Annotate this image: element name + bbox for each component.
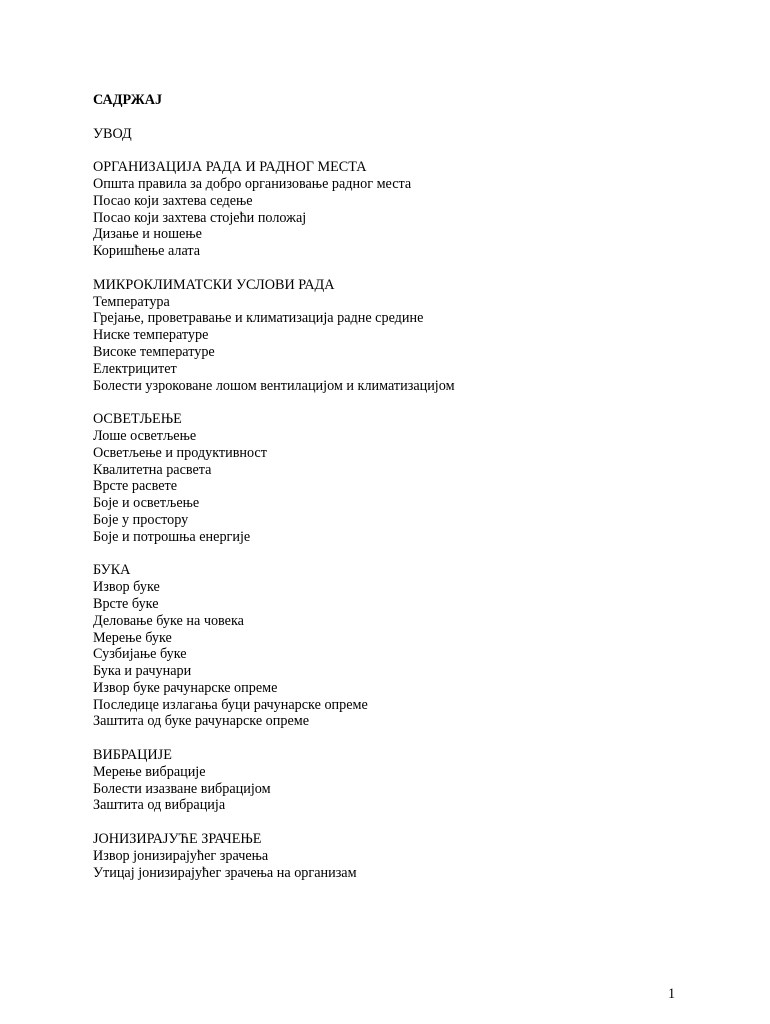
toc-item: Општа правила за добро организовање радног места [93, 175, 412, 192]
toc-section-heading: ОСВЕТЉЕЊЕ [93, 411, 182, 428]
toc-section-items [93, 428, 713, 546]
toc-section [93, 159, 713, 260]
toc-intro-entry: УВОД [93, 125, 132, 142]
toc-item: Квалитетна расвета [93, 461, 212, 478]
toc-sections [93, 159, 713, 881]
toc-item: Бука и рачунари [93, 663, 192, 680]
toc-item: Грејање, проветравање и климатизација радне средине [93, 310, 424, 327]
toc-item: Врсте буке [93, 595, 159, 612]
toc-item: Болести изазване вибрацијом [93, 780, 271, 797]
toc-section-items [93, 764, 713, 814]
toc-section-items [93, 176, 713, 260]
toc-item: Болести узроковане лошом вентилацијом и климатизацијом [93, 377, 455, 394]
toc-item: Извор буке [93, 579, 160, 596]
toc-item: Боје и потрошња енергије [93, 528, 251, 545]
toc-item: Посао који захтева седење [93, 192, 253, 209]
toc-item: Боје у простору [93, 511, 189, 528]
toc-item: Електрицитет [93, 360, 177, 377]
toc-section [93, 562, 713, 730]
toc-item: Коришћење алата [93, 243, 201, 260]
toc-section-heading: ВИБРАЦИЈЕ [93, 747, 172, 764]
toc-section-items [93, 579, 713, 730]
toc-section [93, 747, 713, 814]
toc-item: Ниске температуре [93, 327, 209, 344]
toc-item: Заштита од буке рачунарске опреме [93, 713, 310, 730]
toc-item: Боје и осветљење [93, 495, 200, 512]
toc-item: Утицај јонизирајућег зрачења на организам [93, 864, 357, 881]
page-number: 1 [668, 986, 676, 1002]
toc-section-items [93, 848, 713, 882]
toc-item: Деловање буке на човека [93, 612, 244, 629]
toc-item: Посао који захтева стојећи положај [93, 209, 307, 226]
toc-item: Дизање и ношење [93, 226, 202, 243]
toc-section [93, 411, 713, 545]
toc-item: Температура [93, 293, 170, 310]
toc-section [93, 831, 713, 881]
toc-section-heading: ЈОНИЗИРАЈУЋЕ ЗРАЧЕЊЕ [93, 831, 262, 848]
toc-item: Високе температуре [93, 343, 215, 360]
toc-item: Последице излагања буци рачунарске опреме [93, 696, 368, 713]
table-of-contents [93, 92, 713, 881]
toc-section [93, 277, 713, 395]
toc-item: Сузбијање буке [93, 646, 187, 663]
toc-item: Извор буке рачунарске опреме [93, 679, 278, 696]
page-title: САДРЖАЈ [93, 92, 163, 108]
toc-section-items [93, 294, 713, 395]
toc-item: Лоше осветљење [93, 427, 197, 444]
toc-item: Заштита од вибрација [93, 797, 226, 814]
toc-item: Мерење буке [93, 629, 172, 646]
toc-section-heading: МИКРОКЛИМАТСКИ УСЛОВИ РАДА [93, 276, 335, 293]
toc-item: Извор јонизирајућег зрачења [93, 847, 269, 864]
toc-item: Мерење вибрације [93, 763, 206, 780]
toc-item: Осветљење и продуктивност [93, 444, 267, 461]
toc-section-heading: ОРГАНИЗАЦИЈА РАДА И РАДНОГ МЕСТА [93, 159, 367, 176]
toc-item: Врсте расвете [93, 478, 177, 495]
toc-section-heading: БУКА [93, 562, 131, 579]
